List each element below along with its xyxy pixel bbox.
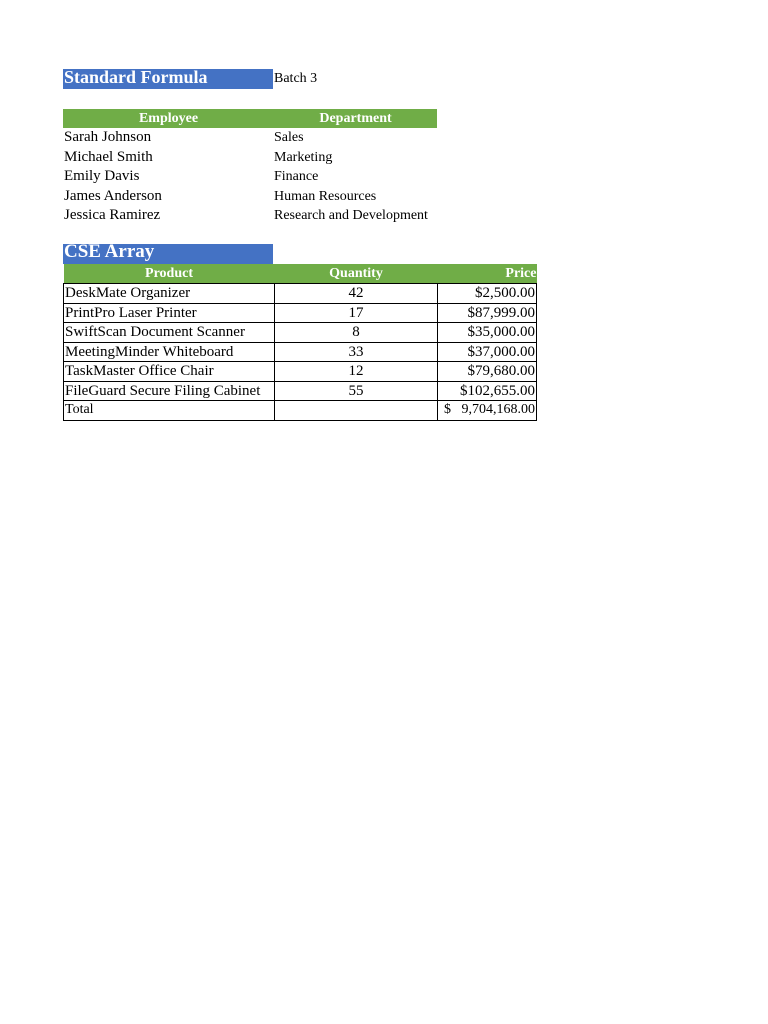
employee-table-header (63, 109, 437, 128)
product-cell[interactable]: TaskMaster Office Chair (64, 362, 275, 382)
employee-row (63, 148, 437, 168)
product-row (64, 381, 537, 401)
employee-row (63, 187, 437, 207)
product-column-header: Product (64, 264, 275, 284)
product-cell[interactable]: MeetingMinder Whiteboard (64, 342, 275, 362)
quantity-cell[interactable]: 17 (275, 303, 438, 323)
quantity-column-header: Quantity (275, 264, 438, 284)
employee-name-cell[interactable]: Jessica Ramirez (64, 207, 161, 223)
employee-list (63, 128, 437, 226)
product-row (64, 323, 537, 343)
total-quantity-cell[interactable] (275, 401, 438, 421)
quantity-cell[interactable]: 42 (275, 284, 438, 304)
department-cell[interactable]: Research and Development (274, 208, 428, 223)
product-row (64, 362, 537, 382)
quantity-cell[interactable]: 12 (275, 362, 438, 382)
total-amount: 9,704,168.00 (461, 402, 535, 418)
employee-name-cell[interactable]: James Anderson (64, 187, 162, 204)
department-cell[interactable]: Sales (274, 130, 304, 145)
quantity-cell[interactable]: 33 (275, 342, 438, 362)
product-row (64, 342, 537, 362)
price-cell[interactable]: $102,655.00 (438, 381, 537, 401)
product-table (63, 264, 537, 421)
price-cell[interactable]: $35,000.00 (438, 323, 537, 343)
employee-name-cell[interactable]: Michael Smith (64, 148, 153, 165)
product-cell[interactable]: DeskMate Organizer (64, 284, 275, 304)
product-table-header (64, 264, 537, 284)
employee-name-cell[interactable]: Sarah Johnson (64, 129, 152, 145)
employee-column-header: Employee (138, 111, 199, 126)
total-currency-symbol: $ (444, 402, 451, 418)
total-row (64, 401, 537, 421)
price-cell[interactable]: $87,999.00 (438, 303, 537, 323)
standard-formula-title: Standard Formula (63, 69, 273, 89)
batch-label: Batch 3 (274, 71, 318, 86)
department-cell[interactable]: Human Resources (274, 188, 377, 204)
quantity-cell[interactable]: 8 (275, 323, 438, 343)
employee-row (63, 167, 437, 187)
department-cell[interactable]: Finance (274, 169, 319, 184)
product-row (64, 303, 537, 323)
product-cell[interactable]: PrintPro Laser Printer (64, 303, 275, 323)
product-row (64, 284, 537, 304)
employee-row (63, 206, 437, 226)
cse-array-title: CSE Array (63, 244, 273, 264)
total-label-cell[interactable]: Total (64, 401, 275, 421)
department-cell[interactable]: Marketing (274, 149, 333, 165)
employee-name-cell[interactable]: Emily Davis (64, 168, 140, 184)
product-cell[interactable]: SwiftScan Document Scanner (64, 323, 275, 343)
total-price-cell[interactable] (438, 401, 537, 421)
employee-row (63, 128, 437, 148)
quantity-cell[interactable]: 55 (275, 381, 438, 401)
product-cell[interactable]: FileGuard Secure Filing Cabinet (64, 381, 275, 401)
price-cell[interactable]: $2,500.00 (438, 284, 537, 304)
price-column-header: Price (438, 264, 537, 284)
price-cell[interactable]: $37,000.00 (438, 342, 537, 362)
price-cell[interactable]: $79,680.00 (438, 362, 537, 382)
department-column-header: Department (319, 111, 392, 126)
